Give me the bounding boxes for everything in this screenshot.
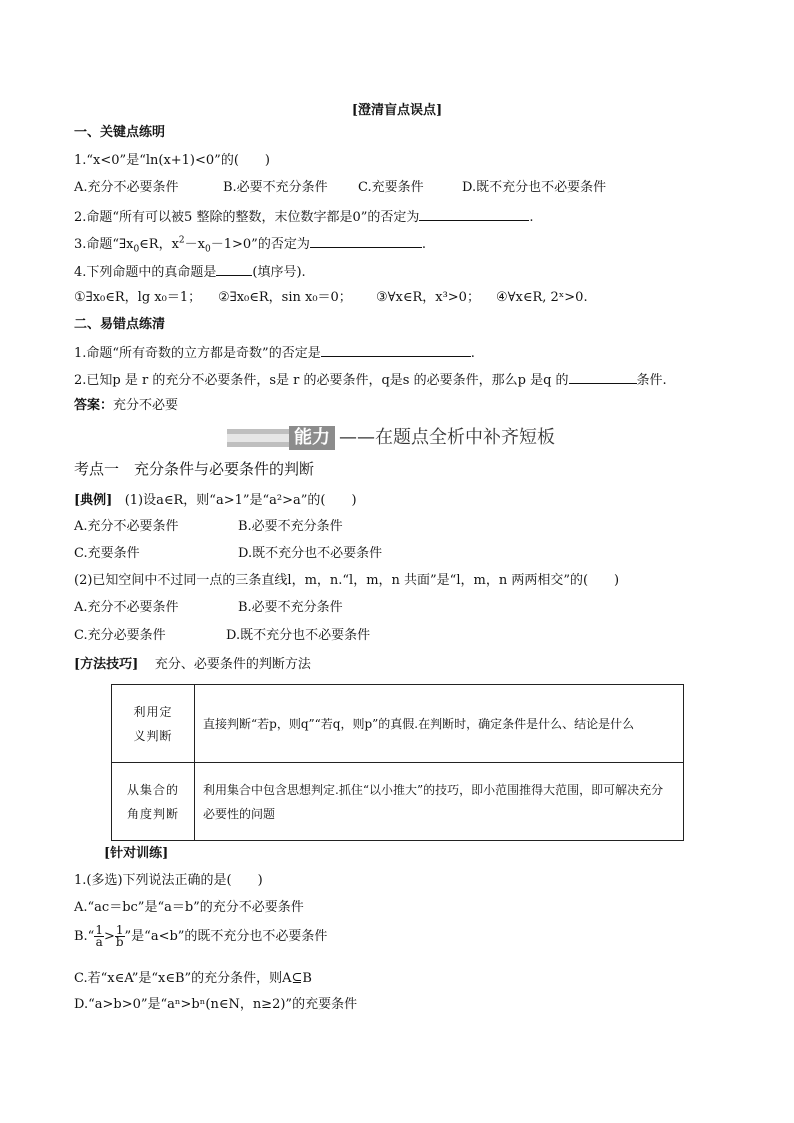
s1-q3	[74, 234, 426, 254]
ex-q1-option-c: C.充要条件	[74, 546, 140, 561]
table-key-cell	[112, 685, 195, 763]
s1-q3-text: －x	[184, 237, 205, 252]
opt-b-text: ”是“a<b”的既不充分也不必要条件	[124, 929, 328, 944]
answer-text: 充分不必要	[113, 398, 179, 413]
fraction-denominator: b	[115, 935, 124, 949]
answer-blank	[321, 343, 471, 357]
opt-b-operator: >	[103, 929, 115, 944]
s1-q1-option-b: B.必要不充分条件	[223, 180, 328, 195]
ex-q1-option-b: B.必要不充分条件	[238, 519, 343, 534]
ex-q2-option-a: A.充分不必要条件	[74, 600, 179, 615]
ex-q1-option-a: A.充分不必要条件	[74, 519, 179, 534]
fraction-numerator: 1	[95, 923, 103, 937]
s1-q4	[74, 262, 306, 282]
kaodian-title: 考点一 充分条件与必要条件的判断	[74, 460, 315, 478]
training-option-d: D.“a>b>0”是“aⁿ>bⁿ(n∈N，n≥2)”的充要条件	[74, 997, 358, 1012]
table-row	[112, 685, 684, 763]
method-heading	[74, 656, 311, 674]
s2-q1	[74, 343, 475, 363]
s1-q3-text: 3.命题“∃x	[74, 237, 134, 252]
fraction	[115, 925, 125, 948]
ability-banner	[227, 426, 567, 450]
s1-q1-option-d: D.既不充分也不必要条件	[462, 180, 607, 195]
s1-q1-option-a: A.充分不必要条件	[74, 180, 179, 195]
s1-q3-text: －1>0”的否定为	[210, 237, 310, 252]
fraction	[94, 925, 104, 948]
ex-q2-option-d: D.既不充分也不必要条件	[226, 628, 371, 643]
s1-q3-tail: .	[421, 237, 426, 252]
table-row	[112, 763, 684, 841]
table-key-line: 义判断	[133, 728, 173, 743]
ex-q1-option-d: D.既不充分也不必要条件	[238, 546, 383, 561]
s1-q2-stem: 2.命题“所有可以被5 整除的整数，末位数字都是0”的否定为	[74, 210, 420, 225]
table-key-line: 从集合的	[126, 782, 179, 797]
method-table	[111, 684, 684, 841]
training-option-a: A.“ac＝bc”是“a＝b”的充分不必要条件	[74, 900, 304, 915]
s1-q4-item-1: ①∃x₀∈R，lg x₀＝1；	[74, 290, 202, 305]
s1-q2-tail: .	[529, 210, 534, 225]
answer-blank	[419, 207, 529, 221]
s1-q4-tail: (填序号).	[252, 265, 306, 280]
example-label: [典例]	[74, 493, 113, 508]
s2-answer	[74, 397, 178, 415]
ex-q2-option-c: C.充分必要条件	[74, 628, 166, 643]
s2-q2-tail: 条件.	[636, 373, 667, 388]
method-title: 充分、必要条件的判断方法	[154, 657, 311, 672]
banner-subtitle: ——在题点全析中补齐短板	[339, 427, 555, 448]
s1-q4-stem: 4.下列命题中的真命题是	[74, 265, 217, 280]
s1-q3-sub: 0	[205, 244, 211, 255]
s2-q2-stem: 2.已知p 是 r 的充分不必要条件，s是 r 的必要条件，q是s 的必要条件，那么p 是q 的	[74, 373, 569, 388]
example-q1	[74, 492, 357, 510]
s1-q4-item-4: ④∀x∈R, 2ˣ>0.	[496, 290, 588, 305]
s2-q1-tail: .	[470, 346, 475, 361]
table-key-line: 利用定	[133, 704, 173, 719]
answer-blank	[216, 262, 252, 276]
opt-b-text: B.“	[74, 929, 95, 944]
table-value-cell: 利用集合中包含思想判定.抓住“以小推大”的技巧，即小范围推得大范围，即可解决充分必要性的问题	[195, 763, 684, 841]
training-option-b	[74, 924, 327, 950]
answer-blank	[569, 370, 637, 384]
section2-heading: 二、易错点练清	[74, 317, 166, 332]
example-q2-stem: (2)已知空间中不过同一点的三条直线l，m，n.“l，m，n 共面”是“l，m，n 两两相交”的( )	[74, 573, 620, 588]
s2-q1-stem: 1.命题“所有奇数的立方都是奇数”的否定是	[74, 346, 321, 361]
table-value-cell: 直接判断“若p，则q”“若q，则p”的真假.在判断时，确定条件是什么、结论是什么	[195, 685, 684, 763]
method-label: [方法技巧]	[74, 657, 139, 672]
s2-q2	[74, 370, 667, 390]
banner-bar-highlight	[227, 434, 289, 442]
section-title: [澄清盲点误点]	[351, 103, 443, 118]
s1-q1-option-c: C.充要条件	[358, 180, 424, 195]
example-q1-stem: (1)设a∈R，则“a>1”是“a²>a”的( )	[124, 493, 357, 508]
answer-label: 答案：	[74, 398, 114, 413]
training-label: [针对训练]	[104, 846, 169, 861]
s1-q4-item-2: ②∃x₀∈R，sin x₀＝0；	[218, 290, 352, 305]
answer-blank	[310, 234, 422, 248]
s1-q4-item-3: ③∀x∈R，x³>0；	[376, 290, 480, 305]
table-key-cell	[112, 763, 195, 841]
s1-q2	[74, 207, 534, 227]
s1-q3-sub: 0	[133, 244, 140, 255]
fraction-denominator: a	[95, 935, 103, 949]
s1-q1-stem: 1.“x<0”是“ln(x+1)<0”的( )	[74, 153, 270, 168]
training-q1-stem: 1.(多选)下列说法正确的是( )	[74, 873, 263, 888]
training-option-c: C.若“x∈A”是“x∈B”的充分条件，则A⊆B	[74, 971, 312, 986]
fraction-numerator: 1	[115, 923, 124, 937]
s1-q3-sup: 2	[178, 235, 185, 246]
s1-q3-text: ∈R，x	[139, 237, 179, 252]
banner-word: 能力	[289, 426, 335, 450]
ex-q2-option-b: B.必要不充分条件	[238, 600, 343, 615]
section1-heading: 一、关键点练明	[74, 125, 166, 140]
table-key-line: 角度判断	[126, 806, 179, 821]
